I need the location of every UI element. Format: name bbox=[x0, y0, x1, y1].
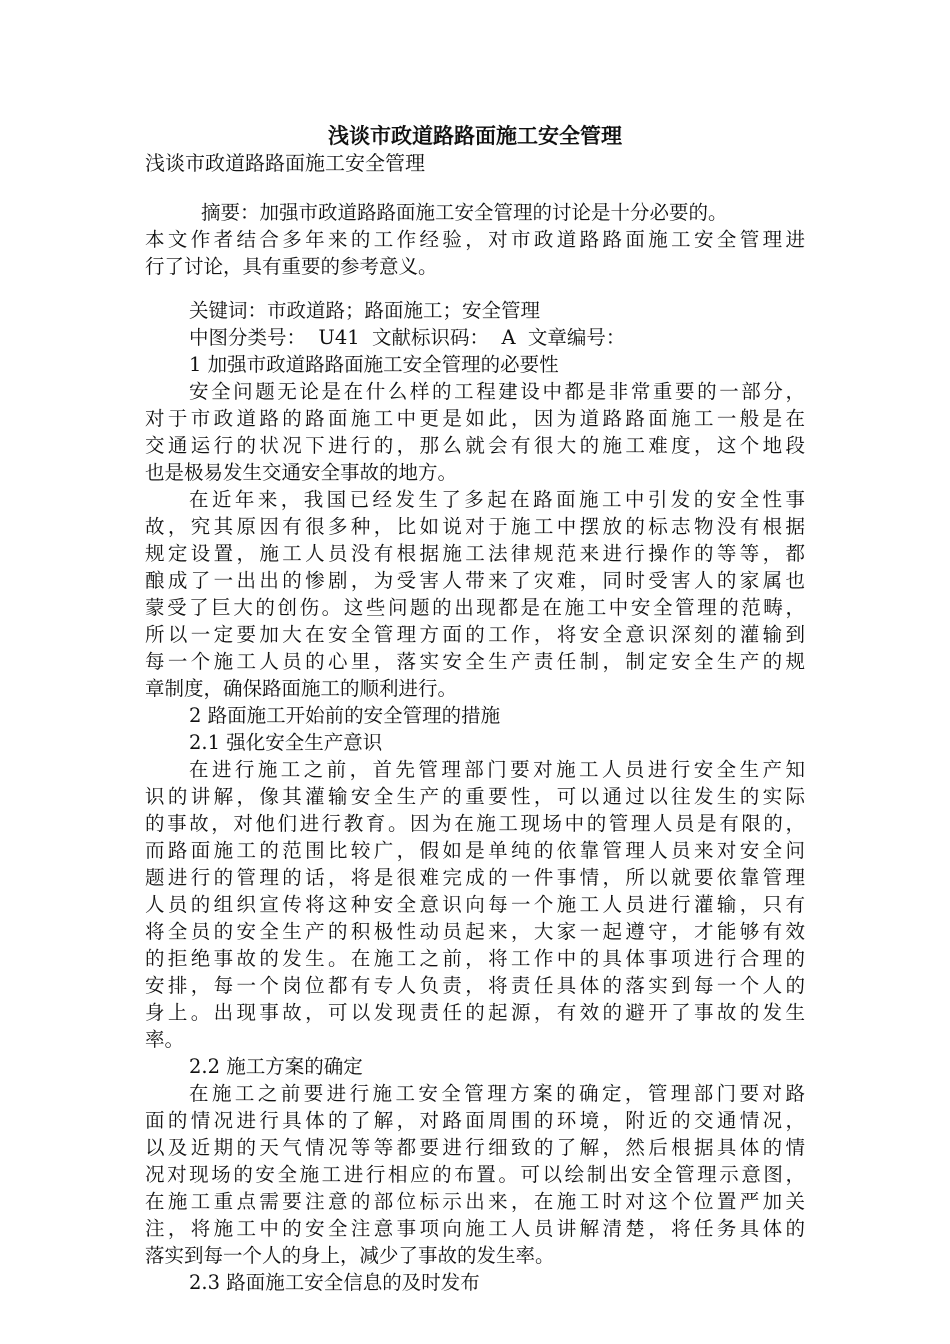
paragraph-line: 的拒绝事故的发生。在施工之前，将工作中的具体事项进行合理的 bbox=[145, 947, 805, 970]
paragraph-line: 章制度，确保路面施工的顺利进行。 bbox=[145, 677, 458, 700]
paragraph-line: 在近年来，我国已经发生了多起在路面施工中引发的安全性事 bbox=[189, 488, 805, 511]
front-matter bbox=[145, 297, 805, 1296]
paragraph-line: 率。 bbox=[145, 1028, 185, 1051]
subsection-heading: 2.3 路面施工安全信息的及时发布 bbox=[189, 1271, 480, 1294]
abstract-line: 行了讨论，具有重要的参考意义。 bbox=[145, 255, 438, 278]
paragraph-line: 题进行的管理的话，将是很难完成的一件事情，所以就要依靠管理 bbox=[145, 866, 805, 889]
paragraph-line: 故，究其原因有很多种，比如说对于施工中摆放的标志物没有根据 bbox=[145, 515, 805, 538]
subsection-heading: 2.1 强化安全生产意识 bbox=[189, 731, 383, 754]
paragraph-line: 对于市政道路的路面施工中更是如此，因为道路路面施工一般是在 bbox=[145, 407, 805, 430]
paragraph-line: 酿成了一出出的惨剧，为受害人带来了灾难，同时受害人的家属也 bbox=[145, 569, 805, 592]
paragraph-line: 安排，每一个岗位都有专人负责，将责任具体的落实到每一个人的 bbox=[145, 974, 805, 997]
paragraph-line: 而路面施工的范围比较广，假如是单纯的依靠管理人员来对安全问 bbox=[145, 839, 805, 862]
paragraph-line: 在施工重点需要注意的部位标示出来，在施工时对这个位置严加关 bbox=[145, 1190, 805, 1213]
paragraph-line: 交通运行的状况下进行的，那么就会有很大的施工难度，这个地段 bbox=[145, 434, 805, 457]
abstract-line: 摘要：加强市政道路路面施工安全管理的讨论是十分必要的。 bbox=[201, 201, 728, 224]
paragraph-line: 蒙受了巨大的创伤。这些问题的出现都是在施工中安全管理的范畴， bbox=[145, 596, 805, 619]
paragraph-line: 以及近期的天气情况等等都要进行细致的了解，然后根据具体的情 bbox=[145, 1136, 805, 1159]
abstract bbox=[145, 199, 805, 280]
paragraph-line: 在施工之前要进行施工安全管理方案的确定，管理部门要对路 bbox=[189, 1082, 805, 1105]
paragraph-line: 况对现场的安全施工进行相应的布置。可以绘制出安全管理示意图， bbox=[145, 1163, 805, 1186]
subsection-heading: 2.2 施工方案的确定 bbox=[189, 1055, 363, 1078]
paragraph-line: 落实到每一个人的身上，减少了事故的发生率。 bbox=[145, 1244, 555, 1267]
section-heading: 2 路面施工开始前的安全管理的措施 bbox=[189, 704, 501, 727]
paragraph-line: 在进行施工之前，首先管理部门要对施工人员进行安全生产知 bbox=[189, 758, 805, 781]
paragraph-line: 每一个施工人员的心里，落实安全生产责任制，制定安全生产的规 bbox=[145, 650, 805, 673]
classification: 中图分类号： U41 文献标识码： A 文章编号： bbox=[189, 326, 626, 349]
document-title: 浅谈市政道路路面施工安全管理 bbox=[328, 123, 622, 148]
paragraph-line: 身上。出现事故，可以发现责任的起源，有效的避开了事故的发生 bbox=[145, 1001, 805, 1024]
section-heading: 1 加强市政道路路面施工安全管理的必要性 bbox=[189, 353, 559, 376]
paragraph-line: 注，将施工中的安全注意事项向施工人员讲解清楚，将任务具体的 bbox=[145, 1217, 805, 1240]
paragraph-line: 所以一定要加大在安全管理方面的工作，将安全意识深刻的灌输到 bbox=[145, 623, 805, 646]
paragraph-line: 安全问题无论是在什么样的工程建设中都是非常重要的一部分， bbox=[189, 380, 805, 403]
paragraph-line: 也是极易发生交通安全事故的地方。 bbox=[145, 461, 458, 484]
paragraph-line: 规定设置，施工人员没有根据施工法律规范来进行操作的等等，都 bbox=[145, 542, 805, 565]
paragraph-line: 的事故，对他们进行教育。因为在施工现场中的管理人员是有限的， bbox=[145, 812, 805, 835]
paragraph-line: 识的讲解，像其灌输安全生产的重要性，可以通过以往发生的实际 bbox=[145, 785, 805, 808]
keywords: 关键词：市政道路；路面施工；安全管理 bbox=[189, 299, 541, 322]
paragraph-line: 人员的组织宣传将这种安全意识向每一个施工人员进行灌输，只有 bbox=[145, 893, 805, 916]
document-subtitle: 浅谈市政道路路面施工安全管理 bbox=[145, 151, 425, 175]
abstract-line: 本文作者结合多年来的工作经验，对市政道路路面施工安全管理进 bbox=[145, 228, 805, 251]
paragraph-line: 将全员的安全生产的积极性动员起来，大家一起遵守，才能够有效 bbox=[145, 920, 805, 943]
paragraph-line: 面的情况进行具体的了解，对路面周围的环境，附近的交通情况， bbox=[145, 1109, 805, 1132]
